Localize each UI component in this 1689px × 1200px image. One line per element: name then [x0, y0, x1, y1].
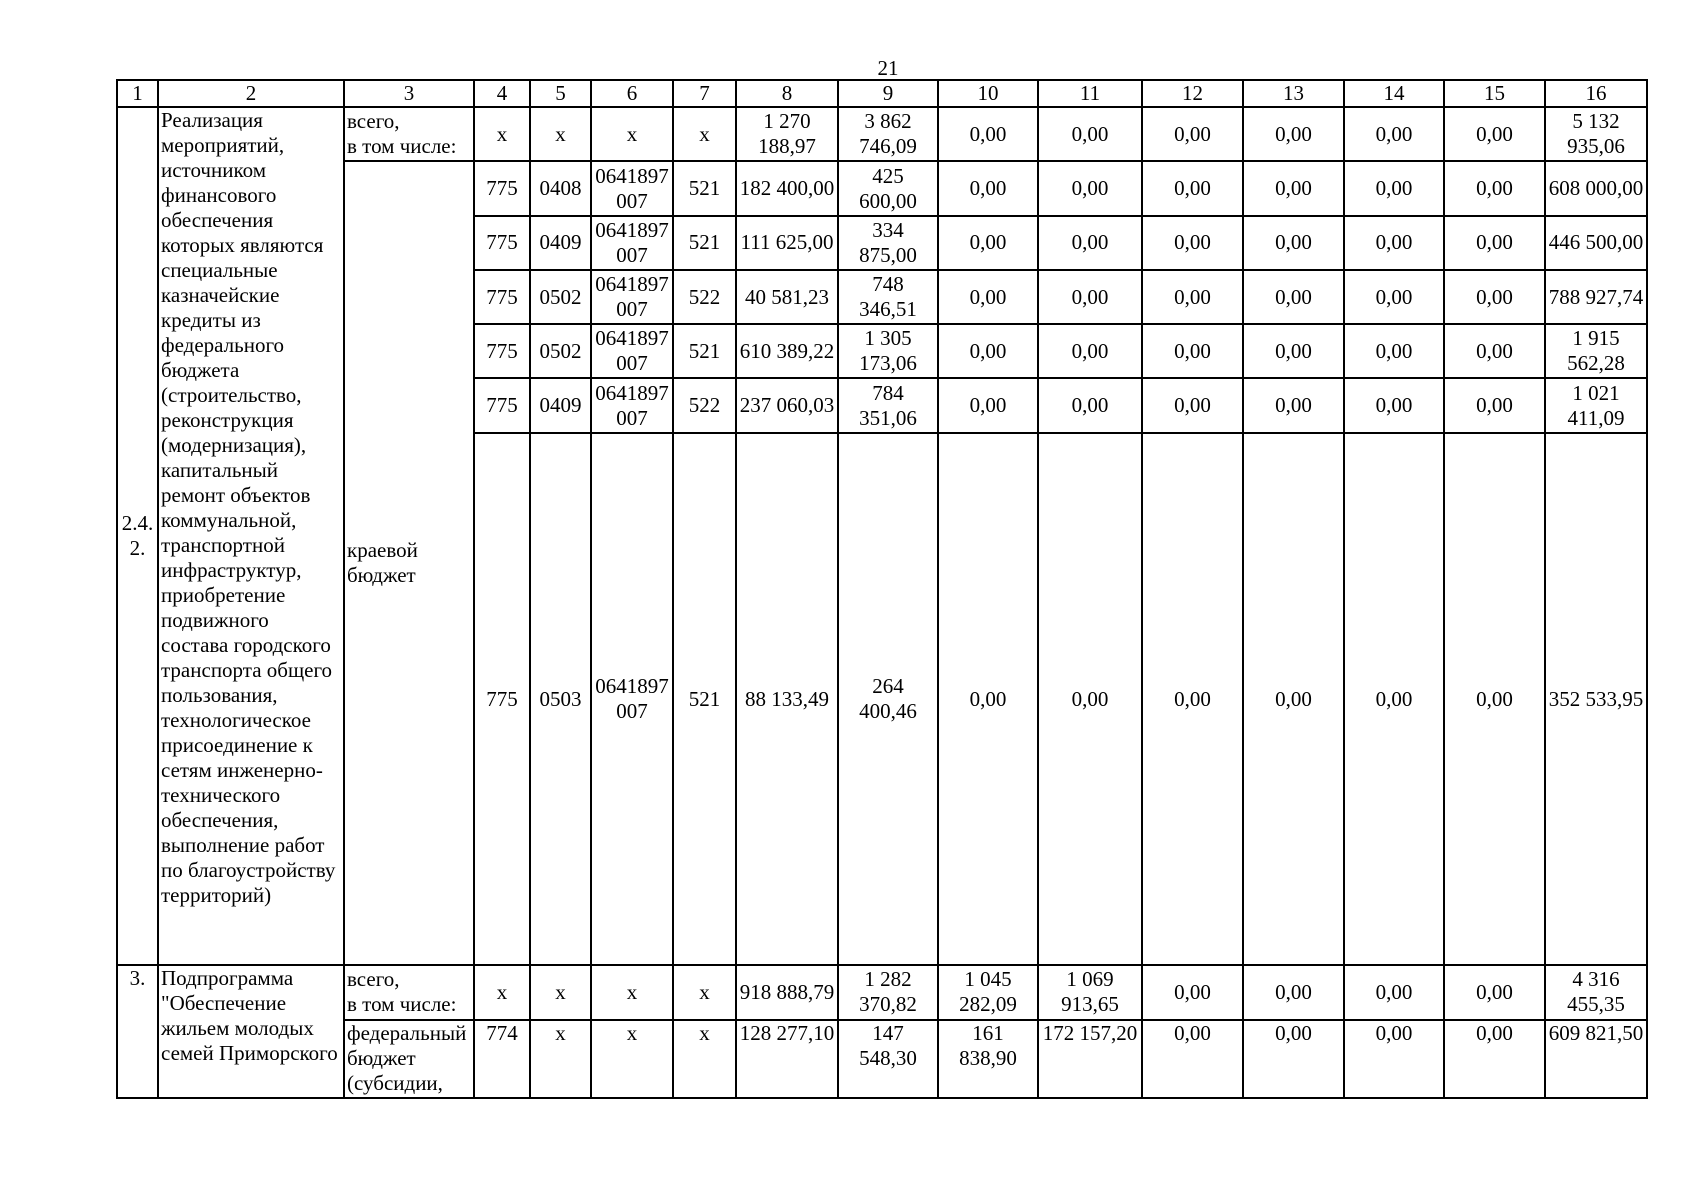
header-cell: 7 — [673, 80, 736, 107]
amount-col-14: 0,00 — [1344, 1020, 1444, 1098]
target-code: 0641897007 — [591, 216, 673, 270]
amount-total: 352 533,95 — [1545, 433, 1647, 966]
amount-col-13: 0,00 — [1243, 965, 1344, 1019]
section-code: х — [530, 1020, 591, 1098]
section-code: 0502 — [530, 270, 591, 324]
funding-source: всего, в том числе: — [344, 107, 474, 161]
amount-col-8: 918 888,79 — [736, 965, 838, 1019]
header-cell: 2 — [158, 80, 344, 107]
amount-col-12: 0,00 — [1142, 433, 1243, 966]
amount-col-15: 0,00 — [1444, 107, 1545, 161]
amount-col-15: 0,00 — [1444, 1020, 1545, 1098]
amount-total: 788 927,74 — [1545, 270, 1647, 324]
amount-col-14: 0,00 — [1344, 378, 1444, 432]
expense-code: х — [673, 107, 736, 161]
amount-col-9: 1 305 173,06 — [838, 324, 938, 378]
budget-table — [116, 79, 1648, 1099]
expense-code: х — [673, 965, 736, 1019]
section-code: х — [530, 107, 591, 161]
amount-total: 1 915 562,28 — [1545, 324, 1647, 378]
table-row — [117, 965, 1647, 1019]
section-code: х — [530, 965, 591, 1019]
amount-col-10: 0,00 — [938, 216, 1038, 270]
target-code: х — [591, 1020, 673, 1098]
admin-code: 775 — [474, 378, 530, 432]
admin-code: 775 — [474, 161, 530, 215]
amount-col-11: 0,00 — [1038, 107, 1142, 161]
amount-col-12: 0,00 — [1142, 965, 1243, 1019]
amount-total: 5 132 935,06 — [1545, 107, 1647, 161]
header-cell: 9 — [838, 80, 938, 107]
amount-col-13: 0,00 — [1243, 1020, 1344, 1098]
header-cell: 13 — [1243, 80, 1344, 107]
table-row — [117, 1020, 1647, 1098]
target-code: 0641897007 — [591, 161, 673, 215]
amount-col-8: 128 277,10 — [736, 1020, 838, 1098]
amount-col-9: 784 351,06 — [838, 378, 938, 432]
amount-col-13: 0,00 — [1243, 161, 1344, 215]
section-code: 0502 — [530, 324, 591, 378]
target-code: 0641897007 — [591, 433, 673, 966]
expense-code: 521 — [673, 324, 736, 378]
amount-col-9: 264 400,46 — [838, 433, 938, 966]
amount-col-14: 0,00 — [1344, 216, 1444, 270]
amount-col-12: 0,00 — [1142, 161, 1243, 215]
amount-col-9: 147 548,30 — [838, 1020, 938, 1098]
amount-col-11: 0,00 — [1038, 324, 1142, 378]
amount-col-12: 0,00 — [1142, 378, 1243, 432]
amount-col-10: 1 045 282,09 — [938, 965, 1038, 1019]
amount-col-15: 0,00 — [1444, 270, 1545, 324]
amount-col-11: 0,00 — [1038, 161, 1142, 215]
amount-col-12: 0,00 — [1142, 216, 1243, 270]
funding-source: всего, в том числе: — [344, 965, 474, 1019]
admin-code: 775 — [474, 270, 530, 324]
admin-code: х — [474, 965, 530, 1019]
amount-total: 446 500,00 — [1545, 216, 1647, 270]
amount-col-12: 0,00 — [1142, 324, 1243, 378]
amount-col-15: 0,00 — [1444, 378, 1545, 432]
section-code: 0408 — [530, 161, 591, 215]
admin-code: 774 — [474, 1020, 530, 1098]
amount-col-10: 0,00 — [938, 324, 1038, 378]
amount-col-8: 40 581,23 — [736, 270, 838, 324]
admin-code: 775 — [474, 433, 530, 966]
header-row — [117, 80, 1647, 107]
section-code: 0503 — [530, 433, 591, 966]
section-code: 0409 — [530, 378, 591, 432]
admin-code: х — [474, 107, 530, 161]
amount-col-11: 0,00 — [1038, 378, 1142, 432]
header-cell: 5 — [530, 80, 591, 107]
header-cell: 6 — [591, 80, 673, 107]
amount-col-11: 1 069 913,65 — [1038, 965, 1142, 1019]
amount-col-11: 0,00 — [1038, 216, 1142, 270]
amount-col-14: 0,00 — [1344, 965, 1444, 1019]
amount-col-9: 334 875,00 — [838, 216, 938, 270]
amount-total: 1 021 411,09 — [1545, 378, 1647, 432]
amount-col-15: 0,00 — [1444, 161, 1545, 215]
amount-col-15: 0,00 — [1444, 324, 1545, 378]
target-code: х — [591, 965, 673, 1019]
target-code: 0641897007 — [591, 270, 673, 324]
table-row — [117, 161, 1647, 215]
admin-code: 775 — [474, 324, 530, 378]
amount-col-12: 0,00 — [1142, 1020, 1243, 1098]
amount-col-14: 0,00 — [1344, 107, 1444, 161]
header-cell: 16 — [1545, 80, 1647, 107]
amount-col-12: 0,00 — [1142, 107, 1243, 161]
header-cell: 8 — [736, 80, 838, 107]
amount-col-11: 0,00 — [1038, 433, 1142, 966]
amount-col-10: 0,00 — [938, 378, 1038, 432]
amount-col-13: 0,00 — [1243, 270, 1344, 324]
amount-col-10: 0,00 — [938, 161, 1038, 215]
amount-total: 609 821,50 — [1545, 1020, 1647, 1098]
amount-col-8: 610 389,22 — [736, 324, 838, 378]
amount-col-14: 0,00 — [1344, 324, 1444, 378]
amount-col-9: 3 862 746,09 — [838, 107, 938, 161]
funding-source: федеральный бюджет (субсидии, — [344, 1020, 474, 1098]
header-cell: 1 — [117, 80, 158, 107]
target-code: х — [591, 107, 673, 161]
header-cell: 12 — [1142, 80, 1243, 107]
amount-col-8: 1 270 188,97 — [736, 107, 838, 161]
amount-col-15: 0,00 — [1444, 433, 1545, 966]
table-row — [117, 107, 1647, 161]
amount-col-11: 0,00 — [1038, 270, 1142, 324]
header-cell: 15 — [1444, 80, 1545, 107]
amount-col-13: 0,00 — [1243, 378, 1344, 432]
amount-col-9: 425 600,00 — [838, 161, 938, 215]
row-number: 2.4. 2. — [117, 107, 158, 965]
amount-col-15: 0,00 — [1444, 216, 1545, 270]
amount-col-9: 748 346,51 — [838, 270, 938, 324]
amount-col-10: 0,00 — [938, 270, 1038, 324]
amount-col-14: 0,00 — [1344, 433, 1444, 966]
header-cell: 10 — [938, 80, 1038, 107]
measure-name: Реализация мероприятий, источником финансового обеспечения которых являются специальные казначейские кредиты из федерального бюджета (строительство, реконструкция (модернизация), капитальный ремонт объектов коммунальной, транспортной инфраструктур, приобретение подвижного состава городского транспорта общего пользования, технологическое присоединение к сетям инженерно-технического обеспечения, выполнение работ по благоустройству территорий) — [158, 107, 344, 965]
amount-col-15: 0,00 — [1444, 965, 1545, 1019]
target-code: 0641897007 — [591, 378, 673, 432]
amount-col-13: 0,00 — [1243, 107, 1344, 161]
expense-code: 521 — [673, 216, 736, 270]
amount-col-10: 0,00 — [938, 107, 1038, 161]
funding-source: краевой бюджет — [344, 161, 474, 965]
target-code: 0641897007 — [591, 324, 673, 378]
expense-code: 522 — [673, 378, 736, 432]
page-number: 21 — [877, 56, 899, 80]
amount-col-8: 111 625,00 — [736, 216, 838, 270]
header-cell: 3 — [344, 80, 474, 107]
header-cell: 14 — [1344, 80, 1444, 107]
amount-col-13: 0,00 — [1243, 216, 1344, 270]
amount-col-10: 161 838,90 — [938, 1020, 1038, 1098]
amount-col-13: 0,00 — [1243, 433, 1344, 966]
subprogram-name: Подпрограмма "Обеспечение жильем молодых семей Приморского — [158, 965, 344, 1098]
expense-code: х — [673, 1020, 736, 1098]
amount-col-14: 0,00 — [1344, 270, 1444, 324]
amount-col-12: 0,00 — [1142, 270, 1243, 324]
amount-col-8: 237 060,03 — [736, 378, 838, 432]
amount-col-11: 172 157,20 — [1038, 1020, 1142, 1098]
amount-col-13: 0,00 — [1243, 324, 1344, 378]
expense-code: 522 — [673, 270, 736, 324]
admin-code: 775 — [474, 216, 530, 270]
amount-col-10: 0,00 — [938, 433, 1038, 966]
expense-code: 521 — [673, 433, 736, 966]
header-cell: 4 — [474, 80, 530, 107]
amount-total: 608 000,00 — [1545, 161, 1647, 215]
section-code: 0409 — [530, 216, 591, 270]
amount-total: 4 316 455,35 — [1545, 965, 1647, 1019]
row-number: 3. — [117, 965, 158, 1098]
expense-code: 521 — [673, 161, 736, 215]
amount-col-14: 0,00 — [1344, 161, 1444, 215]
header-cell: 11 — [1038, 80, 1142, 107]
amount-col-8: 182 400,00 — [736, 161, 838, 215]
amount-col-9: 1 282 370,82 — [838, 965, 938, 1019]
amount-col-8: 88 133,49 — [736, 433, 838, 966]
